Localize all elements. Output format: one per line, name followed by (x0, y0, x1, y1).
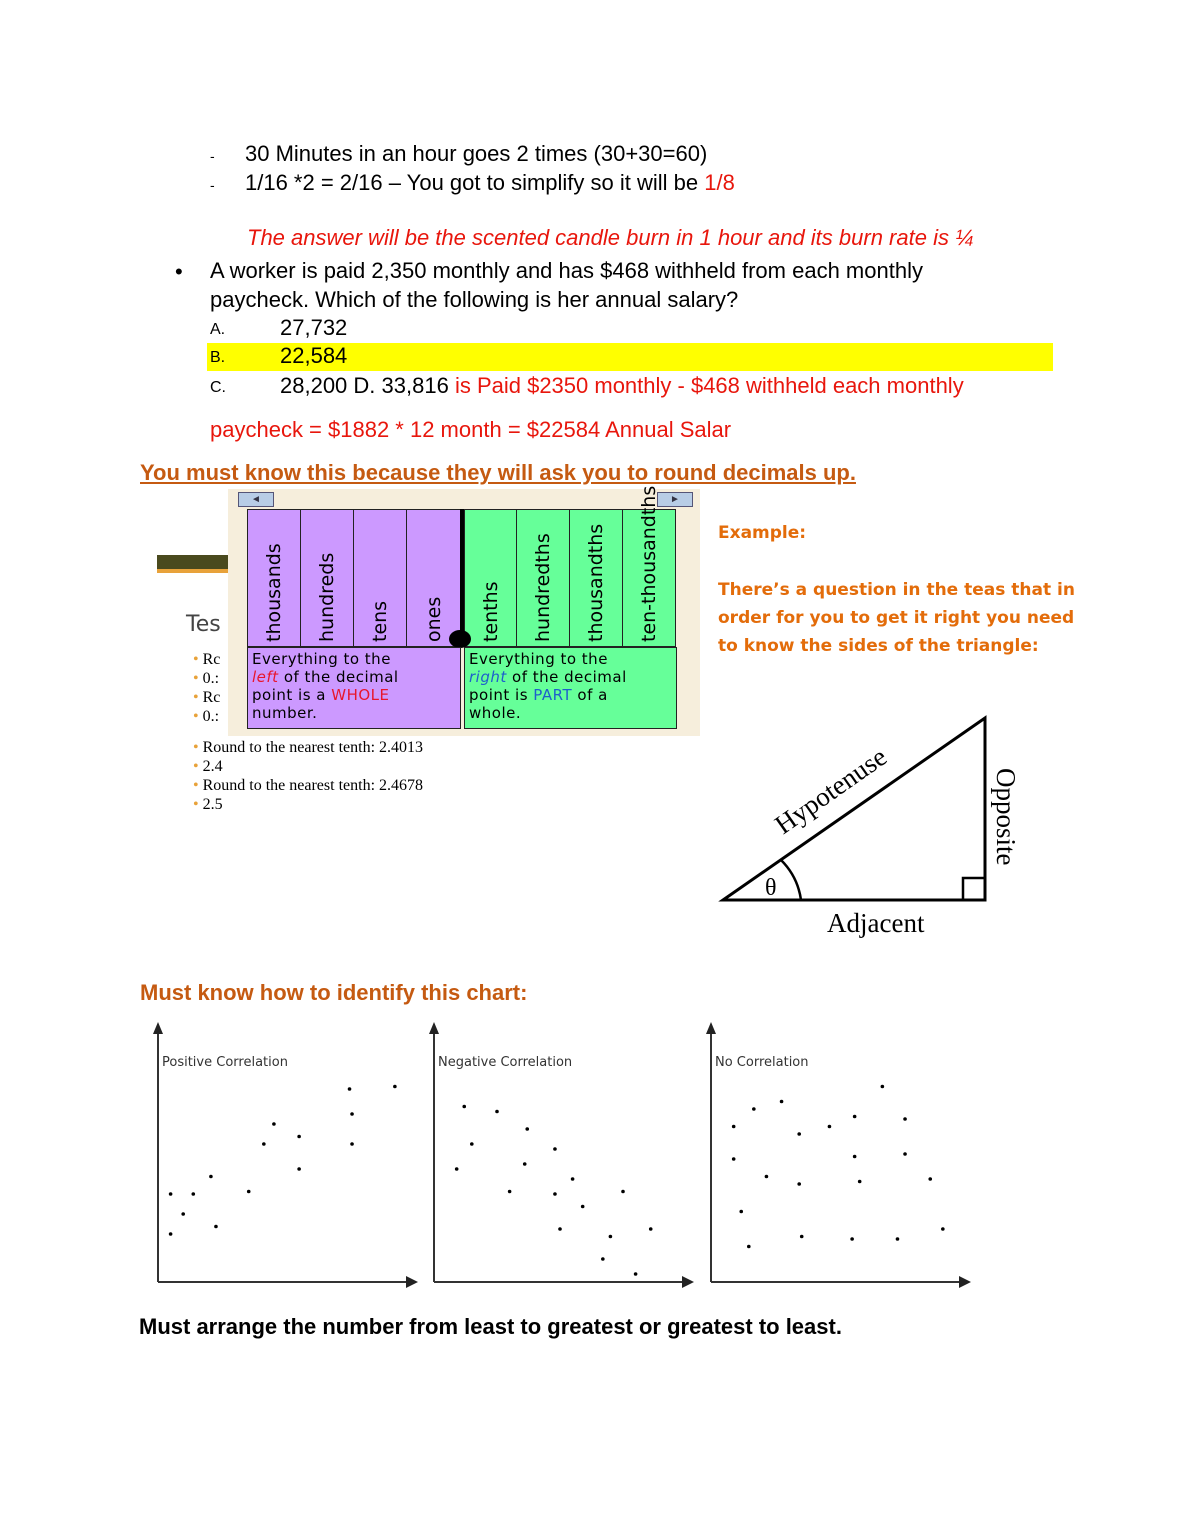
dash-bullet: - (210, 177, 215, 193)
data-point (553, 1192, 557, 1196)
col-hundreds: hundreds (316, 552, 338, 642)
option-c-text: 28,200 D. 33,816 (280, 373, 449, 398)
data-point (903, 1152, 907, 1156)
option-a-letter: A. (210, 321, 226, 338)
data-point (191, 1192, 195, 1196)
slide-title-bar (157, 555, 232, 573)
data-point (941, 1227, 945, 1231)
data-point (752, 1107, 756, 1111)
left-note: Everything to the left of the decimal point is a WHOLE number. (247, 647, 461, 729)
question-bullet: • (175, 259, 183, 284)
slide-bullet: 2.4 (202, 758, 223, 775)
data-point (896, 1237, 900, 1241)
data-point (881, 1085, 885, 1089)
adjacent-label: Adjacent (827, 908, 925, 938)
col-tenths: tenths (479, 581, 502, 642)
next-arrow-button[interactable]: ► (657, 492, 693, 507)
slide-bullet: 2.5 (202, 796, 223, 813)
example-line: to know the sides of the triangle: (718, 636, 1039, 656)
slide-bullet: Round to the nearest tenth: 2.4678 (202, 777, 424, 794)
data-point (903, 1117, 907, 1121)
col-hundredths: hundredths (532, 533, 554, 642)
option-c-letter: C. (210, 379, 226, 396)
data-point (609, 1235, 613, 1239)
data-point (508, 1190, 512, 1194)
plot-title: No Correlation (715, 1055, 809, 1070)
data-point (797, 1182, 801, 1186)
right-note: Everything to the right of the decimal point is PART of a whole. (464, 647, 677, 729)
scatter-plot-none (703, 1020, 973, 1295)
chart-heading: Must know how to identify this chart: (140, 980, 528, 1005)
place-value-chart (228, 485, 700, 736)
y-axis-arrow-icon (153, 1022, 163, 1034)
data-point (181, 1212, 185, 1216)
data-point (247, 1190, 251, 1194)
step-2 (245, 170, 735, 196)
data-point (649, 1227, 653, 1231)
dash-bullet: - (210, 148, 215, 164)
option-b-value: 22,584 (280, 343, 348, 368)
explanation-line-1: is Paid $2350 monthly - $468 withheld each monthly (454, 373, 964, 398)
x-axis-arrow-icon (406, 1276, 418, 1288)
data-point (214, 1225, 218, 1229)
right-triangle-diagram (715, 710, 1045, 950)
question-line-1: A worker is paid 2,350 monthly and has $468 withheld from each monthly (210, 258, 923, 283)
x-axis-arrow-icon (682, 1276, 694, 1288)
data-point (209, 1175, 213, 1179)
data-point (297, 1135, 301, 1139)
example-title: Example: (718, 523, 807, 543)
answer-note: The answer will be the scented candle burn in 1 hour and its burn rate is ¼ (247, 225, 974, 250)
data-point (747, 1245, 751, 1249)
theta-label: θ (765, 875, 777, 901)
round-heading: You must know this because they will ask you to round decimals up. (140, 460, 856, 485)
hypotenuse-label: Hypotenuse (769, 741, 893, 840)
data-point (470, 1142, 474, 1146)
right-angle-marker (963, 878, 985, 900)
data-point (169, 1192, 173, 1196)
slide-bullet: Round to the nearest tenth: 2.4013 (202, 739, 424, 756)
data-point (850, 1237, 854, 1241)
data-point (621, 1190, 625, 1194)
option-c-value (280, 373, 964, 399)
data-point (169, 1232, 173, 1236)
example-line: There’s a question in the teas that in (718, 580, 1075, 600)
data-point (495, 1110, 499, 1114)
option-a-value: 27,732 (280, 315, 348, 340)
x-axis-arrow-icon (959, 1276, 971, 1288)
decimal-point-icon (449, 630, 471, 648)
data-point (262, 1142, 266, 1146)
angle-arc (781, 860, 801, 900)
slide-bullet: Rc (202, 651, 221, 668)
col-thousandths: thousandths (585, 523, 607, 642)
plot-title: Negative Correlation (438, 1055, 573, 1070)
slide-bullet: 0.: (202, 708, 220, 725)
data-point (350, 1112, 354, 1116)
data-point (732, 1125, 736, 1129)
step-1: 30 Minutes in an hour goes 2 times (30+30=60) (245, 141, 708, 166)
col-tens: tens (369, 600, 391, 642)
slide-bullet: 0.: (202, 670, 220, 687)
data-point (601, 1257, 605, 1261)
data-point (739, 1210, 743, 1214)
data-point (828, 1125, 832, 1129)
slide-bullet: Rc (202, 689, 221, 706)
data-point (558, 1227, 562, 1231)
data-point (800, 1235, 804, 1239)
data-point (634, 1272, 638, 1276)
data-point (797, 1132, 801, 1136)
data-point (297, 1167, 301, 1171)
data-point (853, 1155, 857, 1159)
triangle-shape (723, 718, 985, 900)
data-point (272, 1122, 276, 1126)
data-point (553, 1147, 557, 1151)
data-point (455, 1167, 459, 1171)
data-point (523, 1162, 527, 1166)
data-point (348, 1087, 352, 1091)
document-page: - 30 Minutes in an hour goes 2 times (30+30=60) - 1/16 *2 = 2/16 – You got to simplify so it will be 1/8 The answer will be the scented candle burn in 1 hour and its burn rate is ¼ • A worker is paid 2,350 monthly and has $468 withheld from each monthly paycheck. Which of the following is her annual salary? A. 27,732 B. 22,584 C. 28,200 D. 33,816 is Paid $2350 monthly - $468 withheld each monthly paycheck = $1882 * 12 month = $22584 Annual Salar You must know this because they will ask you to round decimals up. Tes • Rc • 0.: • Rc • 0.: • Round to the nearest tenth: 2.4013 • 2.4 • Round to the nearest tenth: 2.4678 • 2.5 ◄ ► thousands hundreds tens ones tenths hundredths thousandths ten-thousandths Everything to the left of the decimal point is a WHOLE number. Everything to the right of the decimal point is PART of a whole. Example: There’s a question in the teas that in order for you to get it right you need to know the sides of the triangle: θ Hypotenuse Opposite Adjacent Must know how to identify this chart: Positive Correlation Negative Correlation No Correlation Must arrange the number from least to greatest or greatest to least. (0, 0, 1190, 1540)
data-point (581, 1205, 585, 1209)
data-point (525, 1127, 529, 1131)
col-ten-thousandths: ten-thousandths (638, 485, 660, 642)
explanation-line-2: paycheck = $1882 * 12 month = $22584 Annual Salar (210, 417, 732, 442)
step-2-answer: 1/8 (704, 170, 735, 195)
step-2-text: 1/16 *2 = 2/16 – You got to simplify so it will be (245, 170, 705, 195)
data-point (393, 1085, 397, 1089)
slide-title: Tes (186, 612, 221, 637)
data-point (853, 1115, 857, 1119)
data-point (350, 1142, 354, 1146)
data-point (928, 1177, 932, 1181)
closing-text: Must arrange the number from least to greatest or greatest to least. (139, 1314, 842, 1339)
y-axis-arrow-icon (706, 1022, 716, 1034)
data-point (765, 1175, 769, 1179)
prev-arrow-button[interactable]: ◄ (238, 492, 274, 507)
scatter-plot-negative (426, 1020, 696, 1295)
y-axis-arrow-icon (429, 1022, 439, 1034)
example-line: order for you to get it right you need (718, 608, 1075, 628)
plot-title: Positive Correlation (162, 1055, 288, 1070)
data-point (462, 1105, 466, 1109)
option-b-letter: B. (210, 349, 226, 366)
col-thousands: thousands (263, 543, 285, 642)
col-ones: ones (422, 596, 445, 642)
data-point (732, 1157, 736, 1161)
scatter-plot-positive (150, 1020, 420, 1295)
opposite-label: Opposite (991, 768, 1021, 866)
data-point (780, 1100, 784, 1104)
data-point (858, 1180, 862, 1184)
data-point (571, 1177, 575, 1181)
question-line-2: paycheck. Which of the following is her annual salary? (210, 287, 739, 312)
